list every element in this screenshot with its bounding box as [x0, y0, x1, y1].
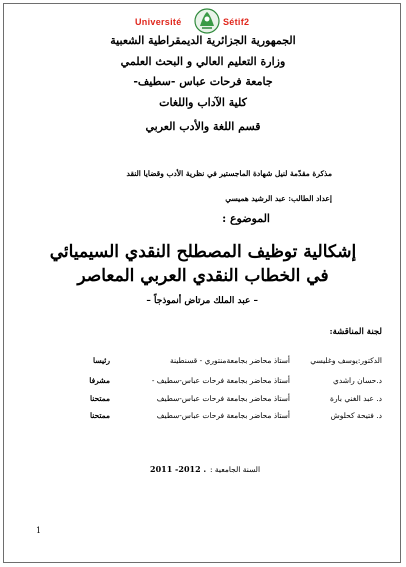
committee-member-role: ممتحنا [89, 394, 110, 403]
header-faculty: كلية الآداب واللغات [159, 96, 247, 109]
logo-left-text: Université [135, 17, 182, 27]
committee-member-rank: أستاذ محاضر بجامعة فرحات عباس-سطيف - [151, 376, 290, 385]
thesis-title-line-1: إشكالية توظيف المصطلح النقدي السيميائي [49, 242, 357, 262]
committee-label: لجنة المناقشة: [329, 327, 382, 337]
committee-member-rank: أستاذ محاضر بجامعة فرحات عباس-سطيف [156, 394, 290, 403]
page-number: 1 [36, 526, 42, 535]
committee-member-role: ممتحنا [89, 411, 110, 420]
committee-member-name: الدكتور:يوسف وغليسي [310, 356, 382, 365]
committee-member-name: د. فتيحة كحلوش [330, 411, 382, 420]
thesis-title-line-2: في الخطاب النقدي العربي المعاصر [77, 266, 329, 286]
header-department: قسم اللغة والأدب العربي [145, 120, 261, 133]
academic-year-value: 2011 -2012 . [150, 464, 207, 474]
committee-member-rank: أستاذ محاضر بجامعةمنتوري - قسنطينة [170, 356, 290, 365]
committee-member-rank: أستاذ محاضر بجامعة فرحات عباس-سطيف [156, 411, 290, 420]
document-page [3, 3, 401, 563]
logo-right-text: Sétif2 [223, 17, 250, 27]
header-university: جامعة فرحات عباس -سطيف- [133, 75, 273, 88]
committee-member-name: د. عبد الغني بارة [330, 394, 382, 403]
subject-label: الموضوع : [222, 212, 270, 225]
university-logo-icon [194, 8, 220, 34]
academic-year-label: السنة الجامعية : [210, 465, 261, 474]
header-ministry: وزارة التعليم العالي و البحث العلمي [120, 55, 286, 68]
committee-member-name: د.حسان راشدي [332, 376, 382, 385]
committee-member-role: رئيسا [93, 356, 110, 365]
memo-line: مذكرة مقدّمة لنيل شهادة الماجستير في نظرية الأدب وقضايا النقد [126, 169, 332, 178]
header-republic: الجمهورية الجزائرية الديمقراطية الشعبية [110, 34, 296, 47]
prepared-by: إعداد الطالب: عبد الرشيد هميسي [225, 194, 332, 203]
thesis-subtitle: – عبد الملك مرتاض أنموذجاً – [146, 296, 258, 306]
committee-member-role: مشرفا [89, 376, 110, 385]
